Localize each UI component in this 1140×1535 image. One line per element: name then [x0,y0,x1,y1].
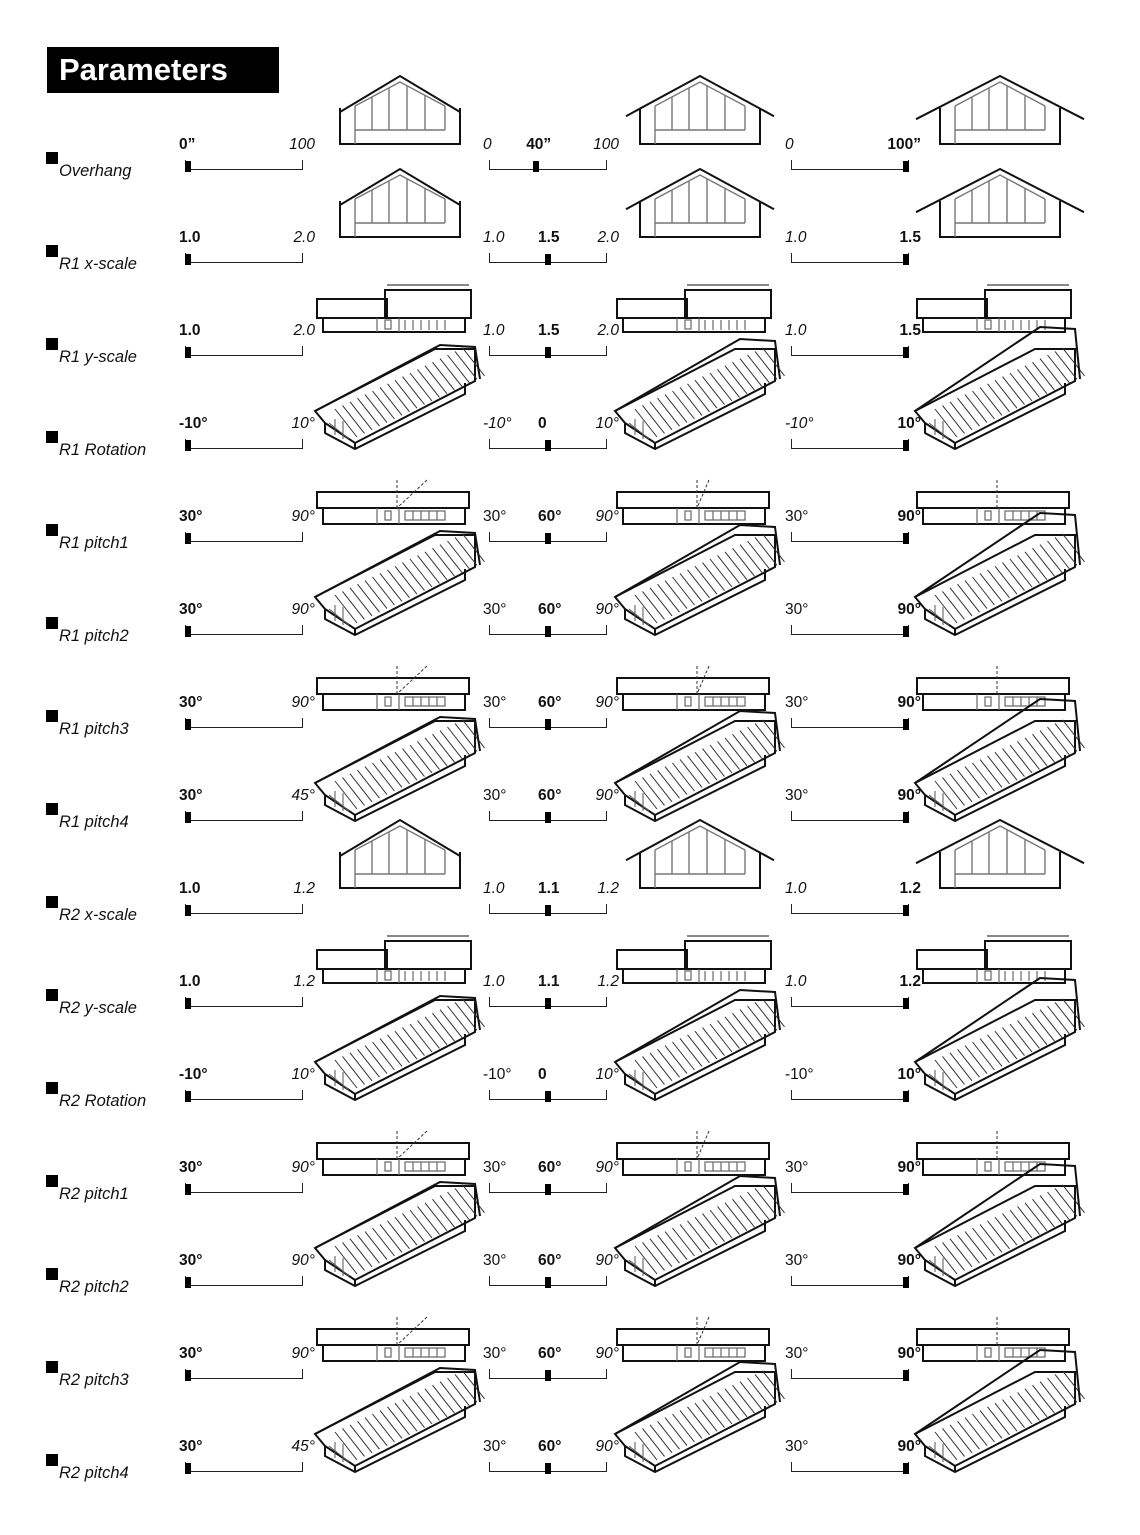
slider-min-label: 1.0 [179,880,201,897]
slider-thumb[interactable] [903,533,909,544]
slider-value-label: 60° [538,1345,562,1362]
slider-max-label: 90° [595,601,619,618]
slider-max-label: 90° [595,1438,619,1455]
bullet-square-icon [46,338,58,350]
slider-min-label: 1.0 [483,229,505,246]
slider-min-label: 30° [785,601,809,618]
slider-track[interactable] [791,346,909,356]
slider-value-label: 40” [526,136,552,153]
slider-min-label: 30° [179,1345,203,1362]
slider-thumb[interactable] [545,1277,551,1288]
slider-max-label: 1.2 [293,973,315,990]
slider-min-label: 1.0 [785,229,807,246]
bullet-square-icon [46,1175,58,1187]
slider-min-label: 1.0 [483,322,505,339]
slider-min-label: 30° [483,694,507,711]
isometric-roof-drawing [915,525,1085,640]
slider-track[interactable] [185,904,303,914]
slider-value-label: 1.5 [538,229,560,246]
slider-min-label: 30° [179,694,203,711]
slider-min[interactable] [179,136,315,182]
slider-min[interactable] [179,973,315,1019]
slider-max-label: 90° [595,1159,619,1176]
parameter-name: R1 Rotation [59,441,147,459]
slider-max-label: 90° [595,694,619,711]
isometric-roof-drawing [315,525,485,640]
isometric-roof-drawing [615,711,785,826]
gable-elevation-drawing [915,70,1085,155]
isometric-roof-drawing [915,711,1085,826]
slider-max-label: 2.0 [293,229,315,246]
slider-min-label: 30° [785,694,809,711]
slider-mid[interactable] [483,1438,619,1484]
slider-max-label: 10° [291,415,315,432]
slider-min-label: 1.0 [785,973,807,990]
parameter-name: R1 pitch4 [59,813,129,831]
slider-min-label: 0 [483,136,492,153]
slider-max-label: 90° [897,694,921,711]
slider-max-label: 1.2 [597,973,619,990]
bullet-square-icon [46,1082,58,1094]
slider-max-label: 10° [595,415,619,432]
slider-min-label: 30° [483,508,507,525]
slider-max-label: 2.0 [293,322,315,339]
slider-value-label: 0 [538,415,547,432]
slider-mid[interactable] [483,415,619,461]
slider-min-label: 30° [483,601,507,618]
slider-min-label: 30° [785,1345,809,1362]
slider-mid[interactable] [483,322,619,368]
slider-track[interactable] [185,1090,303,1100]
slider-max[interactable] [785,787,921,833]
slider-thumb[interactable] [185,1277,191,1288]
slider-thumb[interactable] [545,1184,551,1195]
slider-value-label: 60° [538,601,562,618]
slider-max-label: 2.0 [597,322,619,339]
slider-thumb[interactable] [185,161,191,172]
slider-thumb[interactable] [533,161,539,172]
slider-min[interactable] [179,1252,315,1298]
parameter-name: R1 x-scale [59,255,137,273]
slider-thumb[interactable] [545,719,551,730]
slider-max-label: 90° [291,1159,315,1176]
page-title: Parameters [47,47,279,93]
slider-min[interactable] [179,1438,315,1484]
slider-thumb[interactable] [545,905,551,916]
parameter-row-r2-pitch2 [0,1236,1140,1329]
slider-max-label: 90° [291,508,315,525]
slider-track[interactable] [185,718,303,728]
slider-track[interactable] [791,1276,909,1286]
slider-thumb[interactable] [185,626,191,637]
slider-max[interactable] [785,880,921,926]
slider-max-label: 90° [897,1438,921,1455]
slider-min[interactable] [179,601,315,647]
slider-value-label: 0 [538,1066,547,1083]
slider-thumb[interactable] [545,533,551,544]
slider-track[interactable] [185,1462,303,1472]
bullet-square-icon [46,431,58,443]
slider-track[interactable] [791,904,909,914]
slider-max-label: 90° [897,1252,921,1269]
slider-min[interactable] [179,229,315,275]
slider-value-label: 1.1 [538,880,560,897]
side-elevation-drawing [615,284,775,341]
slider-thumb[interactable] [903,347,909,358]
gable-elevation-drawing [615,70,785,155]
slider-max-label: 2.0 [597,229,619,246]
gable-elevation-drawing [615,163,785,248]
slider-max[interactable] [785,694,921,740]
slider-min-label: -10° [785,415,814,432]
slider-value-label: 60° [538,694,562,711]
slider-thumb[interactable] [903,161,909,172]
slider-track[interactable] [185,1369,303,1379]
slider-thumb[interactable] [185,1370,191,1381]
slider-max-label: 1.2 [293,880,315,897]
gable-elevation-drawing [615,814,785,899]
slider-min-label: 30° [179,1438,203,1455]
gable-elevation-drawing [315,163,485,248]
slider-min-label: 30° [785,508,809,525]
slider-max-label: 1.5 [899,229,921,246]
bullet-square-icon [46,803,58,815]
slider-max[interactable] [785,415,921,461]
slider-max-label: 100 [289,136,315,153]
bullet-square-icon [46,245,58,257]
slider-thumb[interactable] [903,1370,909,1381]
slider-max-label: 1.2 [899,973,921,990]
slider-thumb[interactable] [185,533,191,544]
slider-thumb[interactable] [545,1370,551,1381]
slider-value-label: 60° [538,1438,562,1455]
isometric-roof-drawing [315,990,485,1105]
slider-thumb[interactable] [545,1463,551,1474]
slider-mid[interactable] [483,973,619,1019]
slider-track[interactable] [489,160,607,170]
slider-mid[interactable] [483,508,619,554]
slider-thumb[interactable] [185,719,191,730]
slider-max-label: 90° [595,508,619,525]
slider-thumb[interactable] [545,998,551,1009]
parameter-name: R2 x-scale [59,906,137,924]
slider-mid[interactable] [483,229,619,275]
slider-max[interactable] [785,1345,921,1391]
slider-max-label: 90° [595,787,619,804]
parameter-name: R1 pitch2 [59,627,129,645]
slider-value-label: 60° [538,1252,562,1269]
slider-mid[interactable] [483,787,619,833]
slider-min-label: -10° [179,415,208,432]
slider-value-label: 60° [538,1159,562,1176]
slider-track[interactable] [791,997,909,1007]
parameter-row-r2-rotation [0,1050,1140,1143]
slider-max[interactable] [785,229,921,275]
bullet-square-icon [46,152,58,164]
parameter-row-r1-pitch2 [0,585,1140,678]
slider-max-label: 45° [291,1438,315,1455]
slider-max-label: 90° [291,1345,315,1362]
slider-min[interactable] [179,694,315,740]
gable-elevation-drawing [915,814,1085,899]
slider-min-label: 0 [785,136,794,153]
bullet-square-icon [46,524,58,536]
slider-track[interactable] [791,1462,909,1472]
slider-track[interactable] [791,811,909,821]
parameter-name: Overhang [59,162,132,180]
slider-thumb[interactable] [545,1091,551,1102]
slider-thumb[interactable] [903,998,909,1009]
slider-max[interactable] [785,508,921,554]
bullet-square-icon [46,1361,58,1373]
slider-track[interactable] [791,718,909,728]
slider-max[interactable] [785,973,921,1019]
slider-min[interactable] [179,1159,315,1205]
slider-max-label: 10° [897,1066,921,1083]
slider-track[interactable] [791,1183,909,1193]
slider-min-label: 30° [179,1252,203,1269]
slider-min-label: 30° [483,1159,507,1176]
slider-max-label: 90° [897,1159,921,1176]
slider-min[interactable] [179,1345,315,1391]
slider-max[interactable] [785,1159,921,1205]
slider-min-label: -10° [483,415,512,432]
isometric-roof-drawing [615,339,785,454]
slider-mid[interactable] [483,1159,619,1205]
slider-min-label: -10° [179,1066,208,1083]
bullet-square-icon [46,710,58,722]
slider-min-label: 30° [785,787,809,804]
slider-mid[interactable] [483,880,619,926]
parameter-name: R1 pitch3 [59,720,129,738]
isometric-roof-drawing [915,990,1085,1105]
parameter-name: R1 y-scale [59,348,137,366]
slider-thumb[interactable] [903,254,909,265]
isometric-roof-drawing [915,1176,1085,1291]
bullet-square-icon [46,617,58,629]
slider-track[interactable] [185,253,303,263]
slider-track[interactable] [185,1276,303,1286]
slider-track[interactable] [791,253,909,263]
slider-mid[interactable] [483,1252,619,1298]
slider-min[interactable] [179,787,315,833]
slider-min-label: 30° [785,1252,809,1269]
slider-track[interactable] [185,625,303,635]
slider-thumb[interactable] [903,1184,909,1195]
slider-thumb[interactable] [545,626,551,637]
slider-min-label: 30° [785,1159,809,1176]
slider-max-label: 1.5 [899,322,921,339]
isometric-roof-drawing [315,1362,485,1477]
slider-track[interactable] [791,1369,909,1379]
slider-max-label: 1.2 [597,880,619,897]
slider-max[interactable] [785,601,921,647]
slider-thumb[interactable] [903,440,909,451]
slider-min-label: 30° [483,787,507,804]
slider-thumb[interactable] [545,347,551,358]
slider-max-label: 90° [897,787,921,804]
slider-min[interactable] [179,415,315,461]
slider-max-label: 90° [595,1345,619,1362]
slider-thumb[interactable] [185,440,191,451]
slider-track[interactable] [185,997,303,1007]
slider-track[interactable] [185,811,303,821]
slider-min-label: 30° [785,1438,809,1455]
slider-thumb[interactable] [185,1463,191,1474]
slider-max[interactable] [785,136,921,182]
slider-value-label: 1.1 [538,973,560,990]
slider-thumb[interactable] [185,812,191,823]
slider-thumb[interactable] [903,719,909,730]
slider-min-label: 1.0 [179,973,201,990]
isometric-roof-drawing [615,525,785,640]
slider-thumb[interactable] [545,812,551,823]
slider-min-label: 30° [179,787,203,804]
slider-track[interactable] [791,160,909,170]
slider-thumb[interactable] [185,1091,191,1102]
slider-mid[interactable] [483,1345,619,1391]
parameter-name: R2 pitch3 [59,1371,129,1389]
slider-max-label: 90° [897,508,921,525]
slider-max-label: 10° [897,415,921,432]
slider-min[interactable] [179,322,315,368]
slider-max[interactable] [785,1066,921,1112]
isometric-roof-drawing [315,1176,485,1291]
bullet-square-icon [46,896,58,908]
parameter-name: R1 pitch1 [59,534,129,552]
slider-max[interactable] [785,322,921,368]
slider-mid[interactable] [483,694,619,740]
isometric-roof-drawing [615,1362,785,1477]
slider-max-label: 90° [291,1252,315,1269]
slider-min-label: 30° [483,1438,507,1455]
slider-value-label: 60° [538,508,562,525]
slider-track[interactable] [185,160,303,170]
slider-track[interactable] [185,532,303,542]
slider-thumb[interactable] [185,347,191,358]
slider-thumb[interactable] [185,998,191,1009]
slider-mid[interactable] [483,1066,619,1112]
gable-elevation-drawing [915,163,1085,248]
parameter-row-r2-pitch4 [0,1422,1140,1515]
side-elevation-drawing [315,284,475,341]
side-elevation-drawing [915,935,1075,992]
slider-track[interactable] [791,532,909,542]
slider-thumb[interactable] [903,1463,909,1474]
gable-elevation-drawing [315,70,485,155]
slider-min-label: 1.0 [483,973,505,990]
slider-min-label: 30° [483,1345,507,1362]
slider-min[interactable] [179,880,315,926]
bullet-square-icon [46,1268,58,1280]
isometric-roof-drawing [915,339,1085,454]
parameter-row-r1-rotation [0,399,1140,492]
bullet-square-icon [46,1454,58,1466]
slider-track[interactable] [791,625,909,635]
slider-max[interactable] [785,1252,921,1298]
slider-max-label: 100 [593,136,619,153]
parameter-name: R2 y-scale [59,999,137,1017]
slider-max-label: 10° [595,1066,619,1083]
slider-min[interactable] [179,508,315,554]
slider-max-label: 90° [291,601,315,618]
slider-max-label: 90° [897,601,921,618]
slider-value-label: 60° [538,787,562,804]
slider-thumb[interactable] [185,905,191,916]
slider-mid[interactable] [483,601,619,647]
slider-value-label: 1.5 [538,322,560,339]
slider-min-label: 0” [179,136,196,153]
slider-min-label: 1.0 [785,880,807,897]
isometric-roof-drawing [315,339,485,454]
parameter-name: R2 pitch2 [59,1278,129,1296]
slider-max-label: 10° [291,1066,315,1083]
slider-thumb[interactable] [903,905,909,916]
isometric-roof-drawing [915,1362,1085,1477]
slider-min-label: 30° [179,601,203,618]
side-elevation-drawing [315,935,475,992]
slider-min-label: 1.0 [179,229,201,246]
slider-min-label: 1.0 [785,322,807,339]
slider-thumb[interactable] [903,1091,909,1102]
slider-min[interactable] [179,1066,315,1112]
slider-track[interactable] [185,1183,303,1193]
gable-elevation-drawing [315,814,485,899]
isometric-roof-drawing [615,990,785,1105]
slider-min-label: 30° [179,508,203,525]
slider-max-label: 100” [887,136,921,153]
slider-track[interactable] [791,1090,909,1100]
slider-thumb[interactable] [545,440,551,451]
slider-min-label: 30° [483,1252,507,1269]
slider-max-label: 1.2 [899,880,921,897]
slider-track[interactable] [185,439,303,449]
slider-max[interactable] [785,1438,921,1484]
slider-max-label: 45° [291,787,315,804]
parameter-name: R2 pitch1 [59,1185,129,1203]
isometric-roof-drawing [615,1176,785,1291]
slider-max-label: 90° [897,1345,921,1362]
side-elevation-drawing [915,284,1075,341]
slider-thumb[interactable] [903,812,909,823]
slider-thumb[interactable] [185,254,191,265]
parameter-name: R2 pitch4 [59,1464,129,1482]
slider-track[interactable] [791,439,909,449]
slider-thumb[interactable] [545,254,551,265]
slider-min-label: 30° [179,1159,203,1176]
slider-mid[interactable] [483,136,619,182]
slider-min-label: 1.0 [483,880,505,897]
slider-thumb[interactable] [185,1184,191,1195]
isometric-roof-drawing [315,711,485,826]
slider-min-label: -10° [785,1066,814,1083]
slider-max-label: 90° [291,694,315,711]
slider-min-label: -10° [483,1066,512,1083]
slider-max-label: 90° [595,1252,619,1269]
slider-track[interactable] [185,346,303,356]
slider-min-label: 1.0 [179,322,201,339]
side-elevation-drawing [615,935,775,992]
slider-thumb[interactable] [903,626,909,637]
bullet-square-icon [46,989,58,1001]
slider-thumb[interactable] [903,1277,909,1288]
parameter-name: R2 Rotation [59,1092,147,1110]
